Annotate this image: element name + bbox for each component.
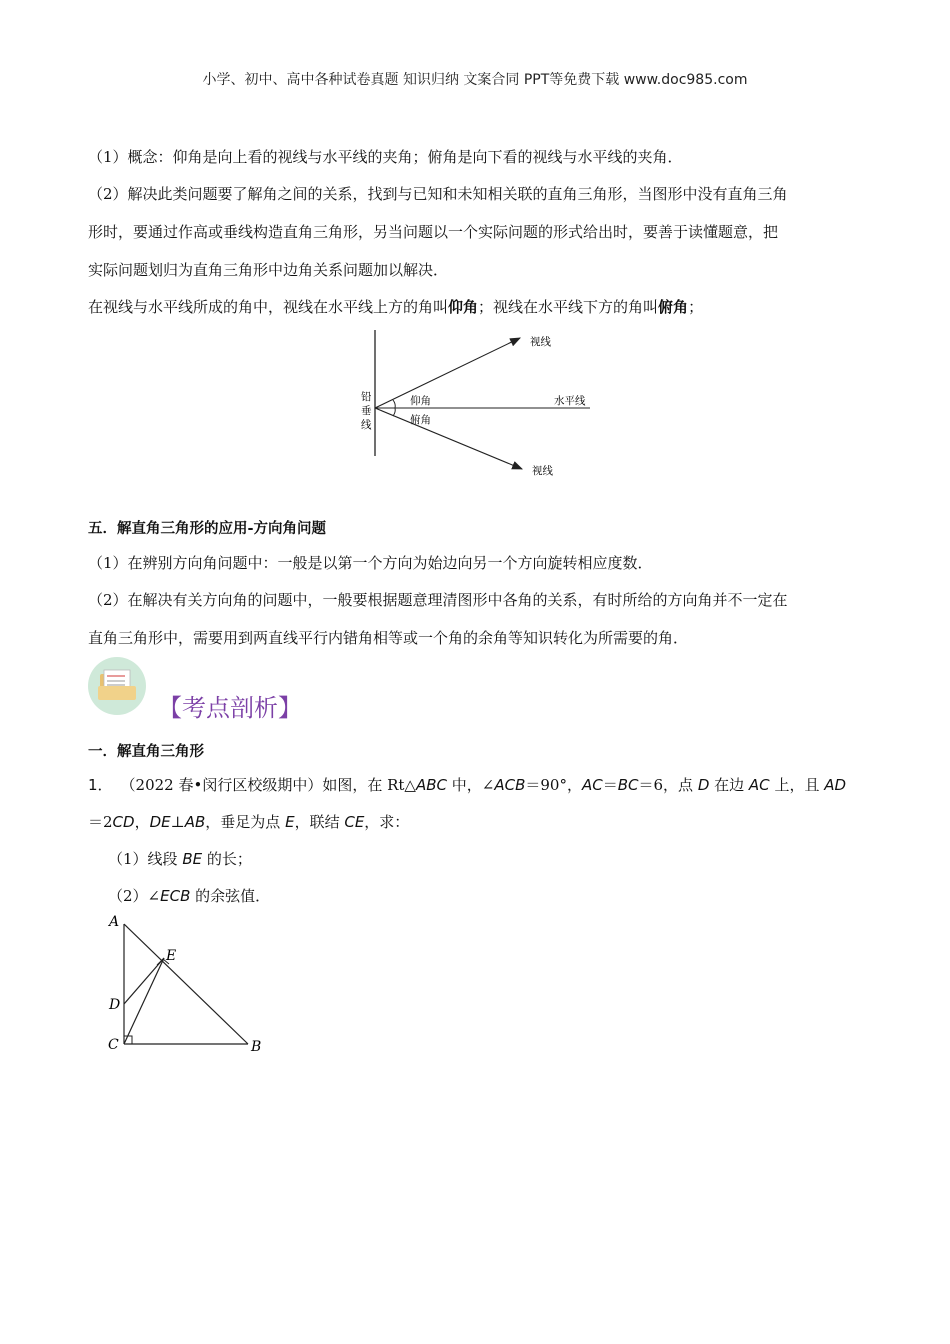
elevation-angle-label: 仰角 (410, 395, 431, 407)
section5-paragraph2-line2: 直角三角形中，需要用到两直线平行内错角相等或一个角的余角等知识转化为所需要的角． (88, 629, 689, 647)
label-c: C (108, 1037, 119, 1053)
var-be: BE (182, 850, 203, 868)
part1-title: 一．解直角三角形 (88, 744, 204, 760)
page-header: 小学、初中、高中各种试卷真题 知识归纳 文案合同 PPT等免费下载 www.doc985.com (202, 72, 748, 88)
label-e: E (166, 948, 177, 964)
q1-text-4: ＝ (602, 776, 618, 794)
plumb-label-3: 线 (361, 419, 372, 431)
var-e: E (285, 813, 295, 831)
segment-ce (124, 958, 164, 1044)
sub1-text-b: 的长； (202, 850, 252, 868)
q1-l2-text-d: ，垂足为点 (205, 813, 286, 831)
method-paragraph-line3: 实际问题划归为直角三角形中边角关系问题加以解决． (88, 261, 449, 279)
horizontal-line-label: 水平线 (554, 395, 586, 407)
label-d: D (109, 997, 121, 1013)
label-a: A (109, 914, 120, 930)
depression-angle-label: 俯角 (410, 414, 431, 426)
triangle-diagram (100, 908, 275, 1058)
depression-arc (393, 408, 395, 416)
var-ab: AB (184, 813, 206, 831)
q1-l2-text-e: ，联结 (294, 813, 345, 831)
var-ac: AC (581, 776, 603, 794)
var-ecb: ECB (160, 887, 191, 905)
upward-sight-line (375, 338, 520, 408)
var-ce: CE (344, 813, 365, 831)
var-de: DE (149, 813, 171, 831)
definition-text-2: ；视线在水平线下方的角叫 (478, 298, 659, 316)
q1-l2-text-c: ⊥ (170, 813, 185, 831)
question1-line1 (88, 774, 846, 795)
sight-line-up-label: 视线 (530, 336, 551, 348)
var-d: D (697, 776, 710, 794)
label-b: B (251, 1039, 262, 1055)
question1-line2 (88, 811, 409, 832)
elevation-arc (393, 400, 395, 408)
section5-paragraph1: （1）在辨别方向角问题中：一般是以第一个方向为始边向另一个方向旋转相应度数． (88, 554, 653, 572)
method-paragraph-line2: 形时，要通过作高或垂线构造直角三角形，另当问题以一个实际问题的形式给出时，要善于读懂题意，把 (88, 223, 779, 241)
var-bc: BC (617, 776, 639, 794)
sight-line-down-label: 视线 (532, 465, 553, 477)
plumb-label-1: 铅 (361, 391, 372, 403)
var-acb: ACB (494, 776, 526, 794)
elevation-term: 仰角 (448, 298, 479, 316)
var-cd: CD (112, 813, 135, 831)
angle-diagram (350, 328, 610, 480)
definition-text-1: 在视线与水平线所成的角中，视线在水平线上方的角叫 (88, 298, 449, 316)
q1-text-6: 在边 (709, 776, 749, 794)
q1-l2-text-f: ，求： (364, 813, 410, 831)
q1-l2-text-b: ， (134, 813, 150, 831)
definition-text-3: ； (688, 298, 704, 316)
depression-term: 俯角 (658, 298, 689, 316)
q1-l2-text-a: ＝2 (88, 813, 113, 831)
q1-text-5: ＝6，点 (638, 776, 698, 794)
q1-text-2: 中，∠ (447, 776, 495, 794)
analysis-banner-title: 【考点剖析】 (158, 694, 302, 722)
side-ab (124, 924, 248, 1044)
section5-title: 五．解直角三角形的应用-方向角问题 (88, 521, 327, 537)
var-ad: AD (824, 776, 847, 794)
question-source: （2022 春•闵行区校级期中）如图，在 Rt△ (120, 776, 416, 794)
question1-sub1 (108, 848, 252, 869)
method-paragraph-line1: （2）解决此类问题要了解角之间的关系，找到与已知和未知相关联的直角三角形，当图形中没有直角三角 (88, 185, 788, 203)
var-ac-2: AC (748, 776, 770, 794)
q1-text-7: 上，且 (769, 776, 825, 794)
folder-icon (87, 656, 147, 716)
sub2-text-b: 的余弦值． (190, 887, 271, 905)
downward-sight-line (375, 408, 522, 469)
q1-text-3: ＝90°， (525, 776, 582, 794)
var-abc: ABC (415, 776, 447, 794)
definition-paragraph (88, 296, 703, 317)
section5-paragraph2-line1: （2）在解决有关方向角的问题中，一般要根据题意理清图形中各角的关系，有时所给的方向角并不一定在 (88, 591, 788, 609)
concept-paragraph: （1）概念：仰角是向上看的视线与水平线的夹角；俯角是向下看的视线与水平线的夹角． (88, 148, 683, 166)
question1-sub2 (108, 885, 270, 906)
plumb-label-2: 垂 (361, 405, 372, 417)
segment-de (124, 958, 164, 1004)
sub1-text-a: （1）线段 (108, 850, 183, 868)
question-number: 1． (88, 776, 113, 794)
sub2-text-a: （2）∠ (108, 887, 161, 905)
